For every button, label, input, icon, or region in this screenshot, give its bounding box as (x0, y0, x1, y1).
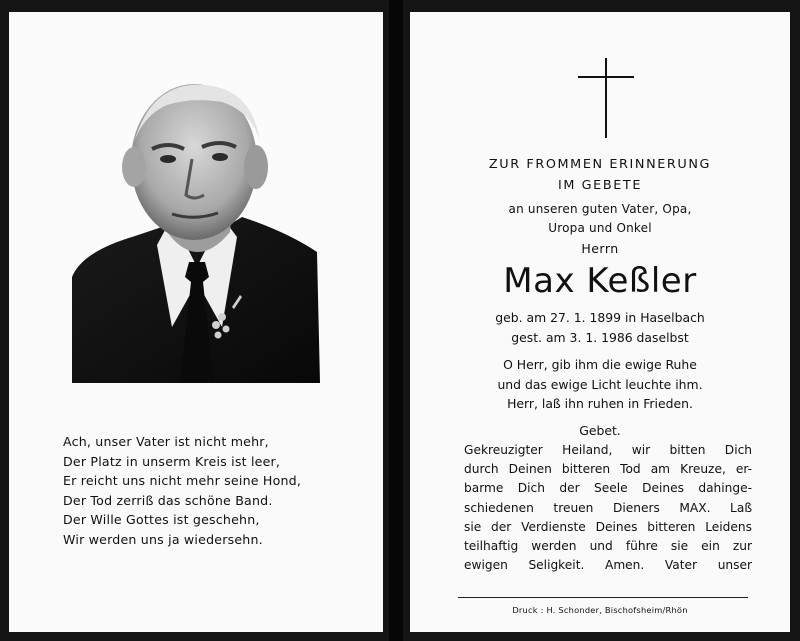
portrait-photo (72, 67, 320, 383)
prayer-line: O Herr, gib ihm die ewige Ruhe (503, 357, 697, 372)
eternal-rest-prayer (410, 355, 790, 414)
prayer-line: und das ewige Licht leuchte ihm. (497, 376, 703, 392)
death-date: gest. am 3. 1. 1986 daselbst (511, 329, 689, 345)
divider (458, 597, 748, 598)
prayer-line: Herr, laß ihn ruhen in Frieden. (507, 396, 693, 411)
gebet-line: Gekreuzigter Heiland, wir bitten Dich (464, 443, 752, 457)
gebet-line: schiedenen treuen Dieners MAX. Laß (464, 500, 752, 515)
left-card (9, 12, 383, 632)
latin-cross-icon (578, 58, 634, 138)
dedication (410, 200, 790, 238)
card-seam (389, 0, 403, 641)
poem-line: Der Wille Gottes ist geschehn, (63, 512, 260, 527)
gebet-line: ewigen Seligkeit. Amen. Vater unser (464, 558, 752, 573)
deceased-name: Max Keßler (503, 261, 697, 301)
poem-line: Er reicht uns nicht mehr seine Hond, (63, 473, 302, 488)
life-dates (410, 308, 790, 347)
poem-line: Ach, unser Vater ist nicht mehr, (63, 434, 269, 449)
honorific: Herrn (581, 241, 619, 256)
poem-line: Der Platz in unserm Kreis ist leer, (63, 453, 281, 469)
portrait-image (72, 67, 320, 383)
gebet-line: barme Dich der Seele Deines dahinge- (464, 481, 752, 496)
gebet-line: durch Deinen bitteren Tod am Kreuze, er- (464, 462, 752, 477)
memorial-heading (410, 154, 790, 196)
poem-line: Wir werden uns ja wiedersehn. (63, 531, 263, 547)
poem (63, 432, 363, 549)
gebet-line: sie der Verdienste Deines bitteren Leidens (464, 519, 752, 534)
right-card (410, 12, 790, 632)
heading-line: IM GEBETE (557, 178, 643, 193)
heading-line: ZUR FROMMEN ERINNERUNG (488, 157, 712, 172)
gebet-text (464, 441, 752, 575)
gebet-title: Gebet. (579, 423, 621, 438)
gebet-line: teilhaftig werden und führe sie ein zur (464, 539, 752, 554)
dedication-line: an unseren guten Vater, Opa, (508, 202, 692, 216)
printer-credit: Druck : H. Schonder, Bischofsheim/Rhön (512, 605, 688, 615)
poem-line: Der Tod zerriß das schöne Band. (63, 492, 273, 508)
dedication-line: Uropa und Onkel (548, 221, 652, 235)
birth-date: geb. am 27. 1. 1899 in Haselbach (495, 310, 705, 325)
